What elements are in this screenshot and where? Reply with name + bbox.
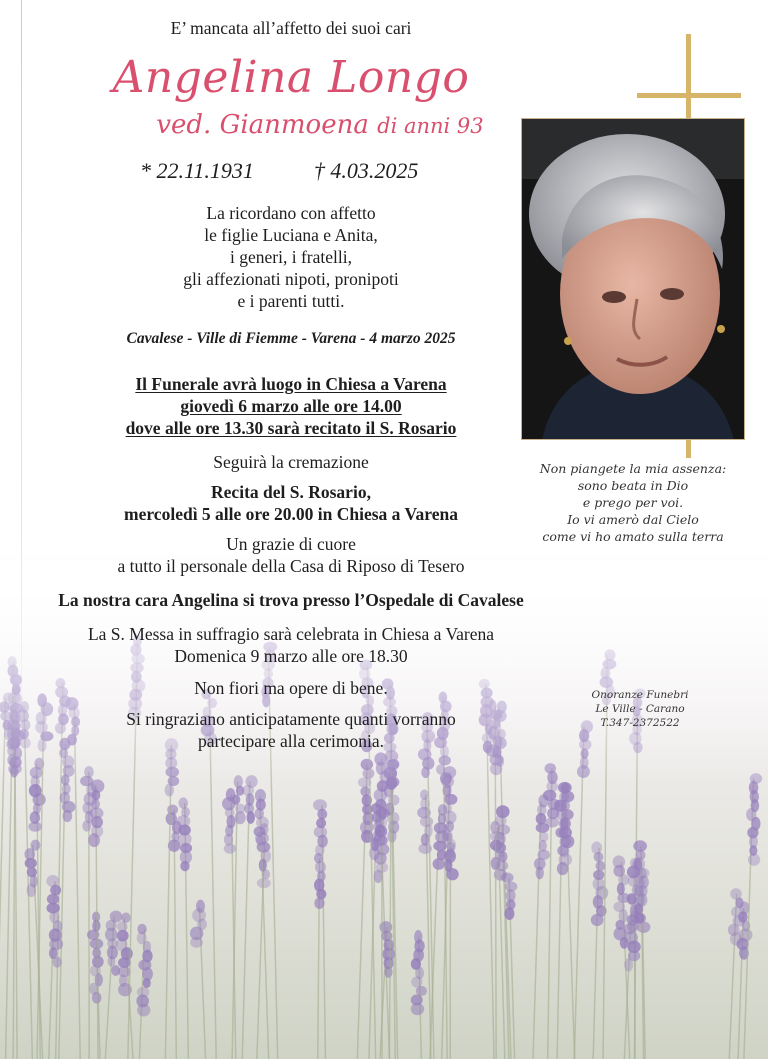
agency-line: Onoranze Funebri (591, 689, 689, 701)
no-flowers-line: Non fiori ma opere di bene. (194, 678, 388, 698)
poem-line: e prego per voi. (582, 495, 684, 510)
poem-line: sono beata in Dio (577, 478, 689, 493)
death-date: † 4.03.2025 (313, 158, 419, 183)
mourners-line: La ricordano con affetto (206, 203, 376, 223)
final-thanks (0, 708, 582, 752)
funeral-line: Il Funerale avrà luogo in Chiesa a Varena (135, 374, 447, 394)
final-thanks-line: Si ringraziano anticipatamente quanti vorranno (126, 709, 456, 729)
funeral-agency (560, 688, 720, 730)
deceased-name: Angelina Longo (112, 52, 470, 103)
portrait-photo (521, 118, 745, 440)
thanks-line: a tutto il personale della Casa di Riposo di Tesero (117, 556, 465, 576)
funeral-line: giovedì 6 marzo alle ore 14.00 (180, 396, 402, 416)
thanks-line: Un grazie di cuore (226, 534, 356, 554)
agency-line: T.347-2372522 (600, 717, 680, 729)
cremation-line: Seguirà la cremazione (213, 452, 369, 472)
portrait-illustration (522, 119, 745, 440)
final-thanks-line: partecipare alla cerimonia. (197, 731, 385, 751)
birth-date: * 22.11.1931 (140, 158, 254, 183)
intro-line: E’ mancata all’affetto dei suoi cari (170, 18, 412, 38)
mass-info (0, 623, 582, 667)
mourners-line: le figlie Luciana e Anita, (204, 225, 378, 245)
age: di anni 93 (377, 114, 484, 138)
rosary-line: Recita del S. Rosario, (211, 482, 371, 502)
poem-line: come vi ho amato sulla terra (542, 529, 724, 544)
mass-line: Domenica 9 marzo alle ore 18.30 (174, 646, 408, 666)
rosary-line: mercoledì 5 alle ore 20.00 in Chiesa a Varena (124, 504, 458, 524)
hospital-line: La nostra cara Angelina si trova presso l’Ospedale di Cavalese (58, 590, 524, 610)
mass-line: La S. Messa in suffragio sarà celebrata in Chiesa a Varena (87, 624, 495, 644)
poem-line: Non piangete la mia assenza: (539, 461, 727, 476)
poem-line: Io vi amerò dal Cielo (567, 512, 699, 527)
dates (140, 158, 418, 184)
mourners-line: gli affezionati nipoti, pronipoti (183, 269, 399, 289)
widow-line (60, 110, 580, 140)
place-date: Cavalese - Ville di Fiemme - Varena - 4 marzo 2025 (126, 330, 456, 347)
mourners-line: e i parenti tutti. (237, 291, 345, 311)
rosary-info (0, 481, 582, 525)
agency-line: Le Ville - Carano (595, 703, 685, 715)
funeral-line: dove alle ore 13.30 sarà recitato il S. Rosario (125, 418, 457, 438)
thanks-info (0, 533, 582, 577)
mourners-line: i generi, i fratelli, (230, 247, 352, 267)
mourners (0, 202, 582, 312)
funeral-info (0, 373, 582, 439)
poem (521, 460, 745, 545)
widow-name: ved. Gianmoena (156, 110, 369, 140)
cross-icon-bar (637, 93, 741, 98)
